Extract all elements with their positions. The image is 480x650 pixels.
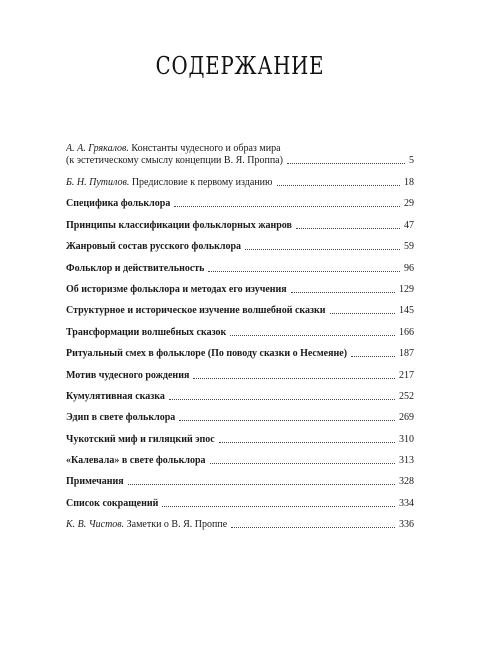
- toc-leader-dots: [210, 463, 395, 464]
- toc-leader-dots: [162, 506, 395, 507]
- toc-entry-title: Эдип в свете фольклора: [66, 412, 176, 424]
- toc-entry-text: [66, 348, 347, 360]
- toc-leader-dots: [287, 163, 405, 164]
- toc-page-number: 336: [399, 519, 414, 531]
- table-of-contents: [66, 143, 414, 541]
- toc-entry: [66, 391, 414, 403]
- toc-entry: [66, 198, 414, 210]
- toc-entry-text: [66, 434, 215, 446]
- toc-page-number: 313: [399, 455, 414, 467]
- toc-entry-text: [66, 305, 326, 317]
- toc-leader-dots: [231, 527, 395, 528]
- toc-entry: [66, 284, 414, 296]
- toc-entry: [66, 348, 414, 360]
- toc-entry-text: [66, 220, 292, 232]
- toc-entry-text: [66, 263, 204, 275]
- toc-page-number: 328: [399, 476, 414, 488]
- toc-entry-text: [66, 198, 170, 210]
- toc-leader-dots: [351, 356, 395, 357]
- toc-entry-author: А. А. Грякалов.: [66, 143, 129, 154]
- toc-entry-text: [66, 143, 283, 167]
- toc-page-number: 145: [399, 305, 414, 317]
- toc-entry-author: Б. Н. Путилов.: [66, 177, 130, 188]
- toc-entry-title: Список сокращений: [66, 497, 159, 509]
- toc-entry-title: «Калевала» в свете фольклора: [66, 455, 206, 467]
- toc-entry: [66, 498, 414, 510]
- toc-entry: [66, 241, 414, 253]
- toc-entry-title: Мотив чудесного рождения: [66, 369, 190, 381]
- toc-page-number: 5: [409, 155, 414, 166]
- toc-page-number: 96: [404, 262, 414, 274]
- toc-entry-text: [66, 412, 175, 424]
- toc-page-number: 166: [399, 326, 414, 338]
- toc-entry-title: Жанровый состав русского фольклора: [66, 241, 242, 253]
- toc-entry-title: Трансформации волшебных сказок: [66, 326, 227, 338]
- toc-leader-dots: [230, 335, 395, 336]
- toc-entry: [66, 263, 414, 275]
- toc-page-number: 47: [404, 219, 414, 231]
- toc-entry-title: Примечания: [66, 476, 124, 488]
- toc-page-number: 252: [399, 390, 414, 402]
- toc-page-number: 217: [399, 369, 414, 381]
- toc-entry-title: Структурное и историческое изучение волшебной сказки: [66, 305, 326, 317]
- toc-entry-title: Константы чудесного и образ мира: [131, 143, 281, 154]
- toc-entry-text: [66, 498, 158, 510]
- toc-page-number: 310: [399, 433, 414, 445]
- toc-entry-title: Специфика фольклора: [66, 198, 171, 210]
- toc-entry: [66, 327, 414, 339]
- toc-page-number: 334: [399, 497, 414, 509]
- toc-leader-dots: [179, 420, 395, 421]
- toc-entry: [66, 305, 414, 317]
- toc-entry: [66, 434, 414, 446]
- toc-entry: [66, 455, 414, 467]
- toc-page-number: 129: [399, 283, 414, 295]
- toc-entry-text: [66, 476, 124, 488]
- toc-leader-dots: [174, 206, 400, 207]
- toc-page-number: 269: [399, 412, 414, 424]
- toc-leader-dots: [330, 313, 395, 314]
- toc-leader-dots: [291, 292, 395, 293]
- toc-entry-author: К. В. Чистов.: [66, 519, 125, 531]
- toc-entry-text: [66, 455, 206, 467]
- toc-entry-title: Заметки о В. Я. Проппе: [126, 519, 228, 531]
- toc-entry-title: Фольклор и действительность: [66, 262, 205, 274]
- toc-entry: [66, 220, 414, 232]
- toc-page-number: 29: [404, 198, 414, 210]
- toc-leader-dots: [193, 378, 395, 379]
- toc-entry-text: [66, 519, 227, 531]
- toc-entry-text: [66, 241, 241, 253]
- toc-entry-text: [66, 284, 287, 296]
- toc-leader-dots: [277, 185, 401, 186]
- toc-entry: [66, 412, 414, 424]
- toc-entry-title: Принципы классификации фольклорных жанров: [66, 219, 292, 231]
- page-title: СОДЕРЖАНИЕ: [155, 52, 325, 80]
- toc-entry: [66, 476, 414, 488]
- toc-entry-title: Ритуальный смех в фольклоре (По поводу сказки о Несмеяне): [66, 348, 348, 360]
- toc-leader-dots: [208, 271, 400, 272]
- toc-entry-title-continuation: (к эстетическому смыслу концепции В. Я. Проппа): [66, 155, 283, 166]
- toc-entry-text: [66, 370, 189, 382]
- toc-entry-title: Об историзме фольклора и методах его изучения: [66, 283, 287, 295]
- toc-leader-dots: [219, 442, 395, 443]
- toc-entry: [66, 177, 414, 189]
- toc-leader-dots: [169, 399, 395, 400]
- toc-entry-text: [66, 177, 273, 189]
- toc-entry-text: [66, 327, 226, 339]
- toc-entry-title: Кумулятивная сказка: [66, 390, 165, 402]
- toc-leader-dots: [296, 228, 400, 229]
- toc-entry-title: Чукотский миф и гиляцкий эпос: [66, 433, 215, 445]
- toc-entry: [66, 519, 414, 531]
- toc-entry: [66, 370, 414, 382]
- toc-page-number: 59: [404, 241, 414, 253]
- toc-entry: [66, 143, 414, 167]
- toc-entry-title: Предисловие к первому изданию: [131, 177, 273, 188]
- toc-entry-text: [66, 391, 165, 403]
- toc-leader-dots: [128, 484, 395, 485]
- toc-page-number: 18: [404, 177, 414, 188]
- toc-page-number: 187: [399, 348, 414, 360]
- toc-leader-dots: [245, 249, 400, 250]
